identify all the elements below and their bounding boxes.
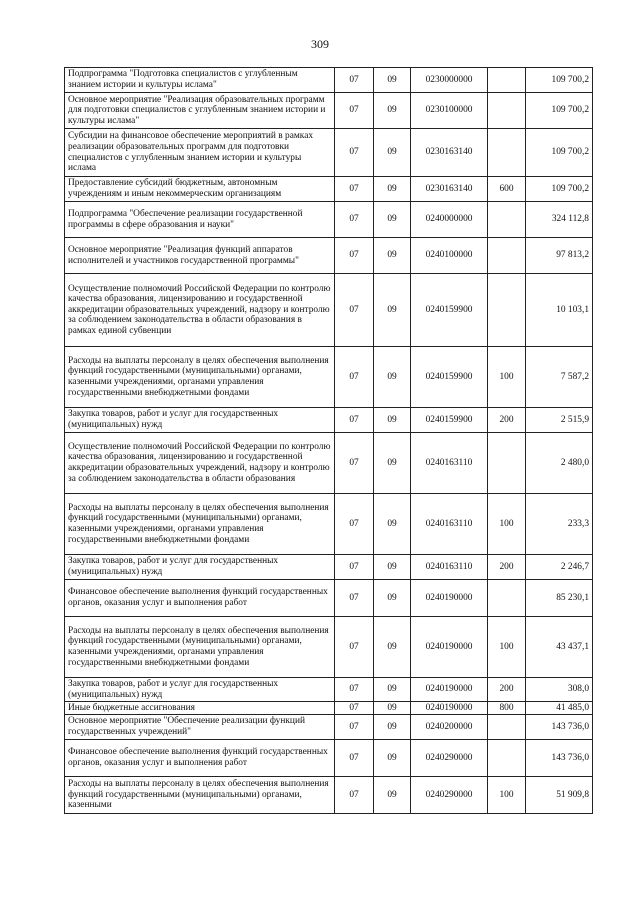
row-pr: 09	[374, 715, 411, 740]
row-sum: 10 103,1	[526, 274, 593, 347]
row-vr: 100	[488, 494, 526, 555]
table-row	[65, 494, 593, 555]
row-pr: 09	[374, 740, 411, 777]
table-row	[65, 347, 593, 408]
page-number: 309	[311, 37, 329, 51]
table-row	[65, 68, 593, 93]
row-vr	[488, 274, 526, 347]
row-sum: 51 909,8	[526, 777, 593, 814]
row-sum: 2 480,0	[526, 433, 593, 494]
row-name: Расходы на выплаты персоналу в целях обеспечения выполнения функций государственными (муниципальными) органами, казенными учреждениями, органами управления государственными внебюджетными фондами	[65, 617, 335, 678]
row-vr	[488, 202, 526, 238]
row-name: Иные бюджетные ассигнования	[65, 702, 335, 715]
row-sum: 109 700,2	[526, 129, 593, 177]
row-name: Осуществление полномочий Российской Федерации по контролю качества образования, лицензированию и государственной аккредитации образовательных учреждений, надзору и контролю за соблюдением законодательства в области образования	[65, 433, 335, 494]
row-rz: 07	[335, 202, 374, 238]
row-csr: 0240100000	[411, 238, 488, 274]
row-sum: 308,0	[526, 678, 593, 702]
table-row	[65, 129, 593, 177]
row-rz: 07	[335, 347, 374, 408]
row-rz: 07	[335, 238, 374, 274]
row-csr: 0240290000	[411, 740, 488, 777]
row-pr: 09	[374, 129, 411, 177]
row-csr: 0230163140	[411, 129, 488, 177]
row-csr: 0240190000	[411, 702, 488, 715]
table-row	[65, 580, 593, 617]
table-row	[65, 202, 593, 238]
row-pr: 09	[374, 408, 411, 433]
table-row	[65, 555, 593, 580]
table-row	[65, 715, 593, 740]
row-vr: 100	[488, 617, 526, 678]
row-pr: 09	[374, 177, 411, 202]
row-vr: 200	[488, 678, 526, 702]
table-row	[65, 702, 593, 715]
budget-table	[64, 67, 593, 814]
row-name: Основное мероприятие "Обеспечение реализации функций государственных учреждений"	[65, 715, 335, 740]
row-rz: 07	[335, 129, 374, 177]
row-vr: 800	[488, 702, 526, 715]
row-name: Основное мероприятие "Реализация образовательных программ для подготовки специалистов с углубленным знанием истории и культуры ислама"	[65, 93, 335, 129]
row-sum: 143 736,0	[526, 740, 593, 777]
table-row	[65, 617, 593, 678]
row-rz: 07	[335, 408, 374, 433]
row-csr: 0240000000	[411, 202, 488, 238]
table-row	[65, 433, 593, 494]
row-rz: 07	[335, 617, 374, 678]
row-rz: 07	[335, 68, 374, 93]
row-csr: 0240190000	[411, 617, 488, 678]
row-vr: 600	[488, 177, 526, 202]
row-pr: 09	[374, 617, 411, 678]
row-name: Закупка товаров, работ и услуг для государственных (муниципальных) нужд	[65, 678, 335, 702]
row-vr	[488, 129, 526, 177]
row-pr: 09	[374, 777, 411, 814]
row-sum: 85 230,1	[526, 580, 593, 617]
row-name: Основное мероприятие "Реализация функций аппаратов исполнителей и участников государственной программы"	[65, 238, 335, 274]
row-pr: 09	[374, 494, 411, 555]
row-rz: 07	[335, 715, 374, 740]
row-name: Финансовое обеспечение выполнения функций государственных органов, оказания услуг и выполнения работ	[65, 580, 335, 617]
row-vr	[488, 740, 526, 777]
row-csr: 0230163140	[411, 177, 488, 202]
table-row	[65, 177, 593, 202]
row-name: Закупка товаров, работ и услуг для государственных (муниципальных) нужд	[65, 555, 335, 580]
row-vr	[488, 68, 526, 93]
row-vr: 200	[488, 408, 526, 433]
row-csr: 0240163110	[411, 433, 488, 494]
table-row	[65, 238, 593, 274]
row-vr	[488, 238, 526, 274]
row-pr: 09	[374, 702, 411, 715]
row-rz: 07	[335, 433, 374, 494]
row-sum: 143 736,0	[526, 715, 593, 740]
table-row	[65, 740, 593, 777]
row-csr: 0240200000	[411, 715, 488, 740]
row-pr: 09	[374, 433, 411, 494]
row-rz: 07	[335, 678, 374, 702]
row-csr: 0240159900	[411, 347, 488, 408]
row-sum: 43 437,1	[526, 617, 593, 678]
row-sum: 2 515,9	[526, 408, 593, 433]
row-csr: 0240290000	[411, 777, 488, 814]
row-name: Расходы на выплаты персоналу в целях обеспечения выполнения функций государственными (муниципальными) органами, казенными учреждениями, органами управления государственными внебюджетными фондами	[65, 494, 335, 555]
row-sum: 41 485,0	[526, 702, 593, 715]
row-rz: 07	[335, 494, 374, 555]
table-row	[65, 93, 593, 129]
row-name: Подпрограмма "Обеспечение реализации государственной программы в сфере образования и науки"	[65, 202, 335, 238]
table-row	[65, 408, 593, 433]
row-csr: 0240163110	[411, 494, 488, 555]
row-rz: 07	[335, 274, 374, 347]
row-csr: 0230100000	[411, 93, 488, 129]
row-csr: 0240163110	[411, 555, 488, 580]
row-pr: 09	[374, 678, 411, 702]
row-name: Расходы на выплаты персоналу в целях обеспечения выполнения функций государственными (муниципальными) органами, казенными учреждениями, органами управления государственными внебюджетными фондами	[65, 347, 335, 408]
row-csr: 0240159900	[411, 408, 488, 433]
row-csr: 0240190000	[411, 678, 488, 702]
row-rz: 07	[335, 740, 374, 777]
row-sum: 7 587,2	[526, 347, 593, 408]
row-rz: 07	[335, 702, 374, 715]
row-pr: 09	[374, 93, 411, 129]
row-rz: 07	[335, 93, 374, 129]
row-sum: 109 700,2	[526, 68, 593, 93]
row-csr: 0230000000	[411, 68, 488, 93]
row-pr: 09	[374, 580, 411, 617]
row-pr: 09	[374, 347, 411, 408]
row-vr	[488, 715, 526, 740]
row-vr: 100	[488, 347, 526, 408]
row-pr: 09	[374, 68, 411, 93]
row-vr: 100	[488, 777, 526, 814]
row-name: Субсидии на финансовое обеспечение мероприятий в рамках реализации образовательных программ для подготовки специалистов с углубленным знанием истории и культуры ислама	[65, 129, 335, 177]
row-name: Расходы на выплаты персоналу в целях обеспечения выполнения функций государственными (муниципальными) органами, казенными	[65, 777, 335, 814]
row-pr: 09	[374, 555, 411, 580]
row-name: Осуществление полномочий Российской Федерации по контролю качества образования, лицензированию и государственной аккредитации образовательных учреждений, надзору и контролю за соблюдением законодательства в области образования в рамках единой субвенции	[65, 274, 335, 347]
row-name: Подпрограмма "Подготовка специалистов с углубленным знанием истории и культуры ислама"	[65, 68, 335, 93]
row-name: Закупка товаров, работ и услуг для государственных (муниципальных) нужд	[65, 408, 335, 433]
row-vr: 200	[488, 555, 526, 580]
row-sum: 109 700,2	[526, 177, 593, 202]
row-rz: 07	[335, 580, 374, 617]
row-sum: 2 246,7	[526, 555, 593, 580]
row-sum: 233,3	[526, 494, 593, 555]
row-csr: 0240190000	[411, 580, 488, 617]
row-vr	[488, 580, 526, 617]
row-csr: 0240159900	[411, 274, 488, 347]
row-rz: 07	[335, 555, 374, 580]
row-pr: 09	[374, 202, 411, 238]
row-name: Финансовое обеспечение выполнения функций государственных органов, оказания услуг и выполнения работ	[65, 740, 335, 777]
row-name: Предоставление субсидий бюджетным, автономным учреждениям и иным некоммерческим организациям	[65, 177, 335, 202]
row-sum: 109 700,2	[526, 93, 593, 129]
table-row	[65, 274, 593, 347]
row-vr	[488, 433, 526, 494]
row-pr: 09	[374, 274, 411, 347]
row-pr: 09	[374, 238, 411, 274]
row-rz: 07	[335, 177, 374, 202]
row-sum: 97 813,2	[526, 238, 593, 274]
table-row	[65, 777, 593, 814]
table-row	[65, 678, 593, 702]
row-vr	[488, 93, 526, 129]
row-sum: 324 112,8	[526, 202, 593, 238]
row-rz: 07	[335, 777, 374, 814]
